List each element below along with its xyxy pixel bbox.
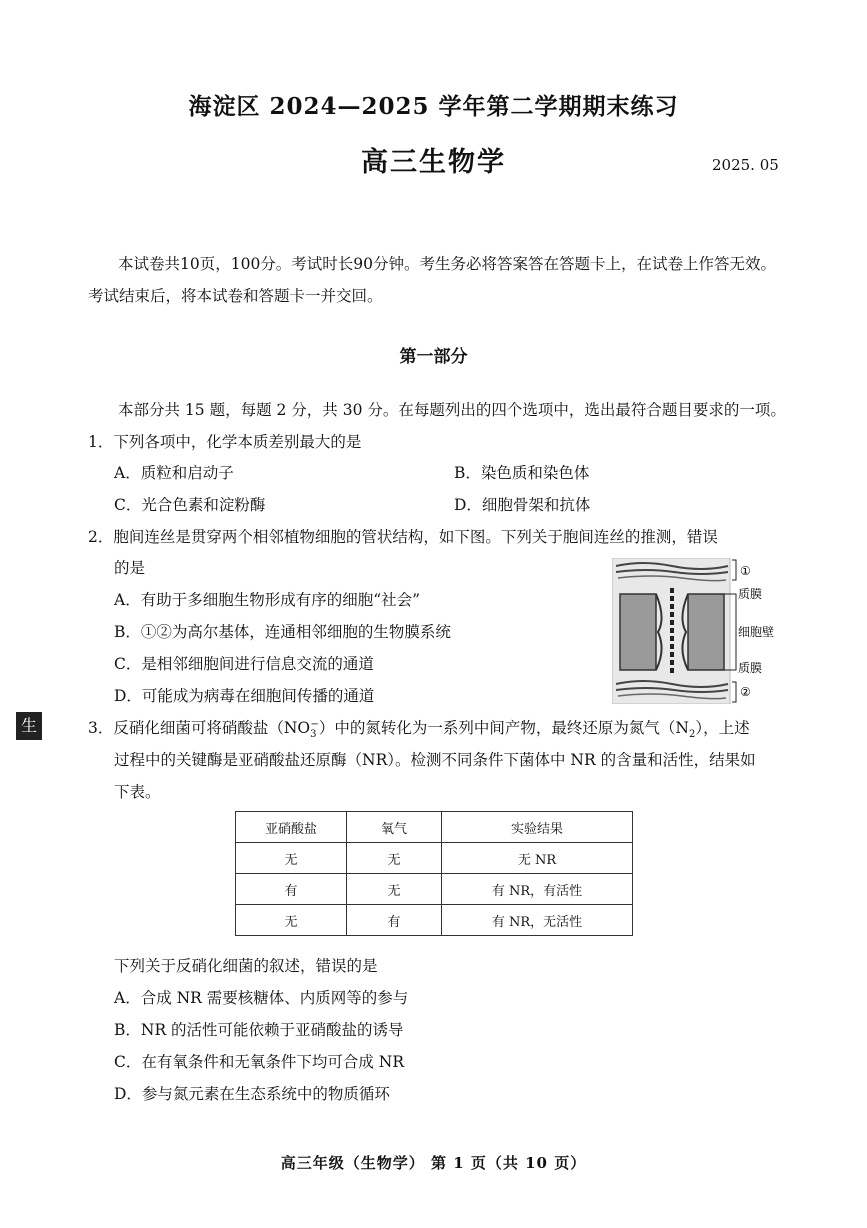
question-1-option-c: C．光合色素和淀粉酶: [114, 496, 266, 514]
question-3-option-d: D．参与氮元素在生态系统中的物质循环: [114, 1085, 390, 1103]
plasmodesma-diagram: [612, 558, 782, 704]
question-2-stem-line2: 的是: [114, 559, 146, 577]
table-cell: 有: [236, 874, 347, 905]
question-2-option-c: C．是相邻细胞间进行信息交流的通道: [114, 655, 374, 673]
question-2-stem-line1: 2．胞间连丝是贯穿两个相邻植物细胞的管状结构，如下图。下列关于胞间连丝的推测，错误: [88, 528, 718, 546]
section-instructions: 本部分共 15 题，每题 2 分，共 30 分。在每题列出的四个选项中，选出最符合题目要求的一项。: [118, 401, 786, 419]
table-cell: 有 NR，无活性: [442, 905, 633, 936]
table-cell: 无: [236, 905, 347, 936]
table-cell: 有: [347, 905, 442, 936]
question-2-option-d: D．可能成为病毒在细胞间传播的通道: [114, 687, 375, 705]
table-cell: 无: [347, 874, 442, 905]
side-subject-tab: 生: [16, 712, 42, 740]
question-2-option-a: A．有助于多细胞生物形成有序的细胞“社会”: [114, 591, 421, 609]
plasmodesma-figure: [612, 558, 782, 704]
table-row: [236, 874, 633, 905]
table-header-cell: 氧气: [347, 812, 442, 843]
table-header-row: [236, 812, 633, 843]
figure-label-membrane-bottom: 质膜: [738, 661, 763, 675]
subject-title: 高三生物学: [361, 147, 506, 178]
question-3-option-a: A．合成 NR 需要核糖体、内质网等的参与: [114, 989, 409, 1007]
q3-stem-part-b: ）中的氮转化为一系列中间产物，最终还原为氮气（N: [318, 719, 689, 737]
question-3-stem-line3: 下表。: [114, 783, 161, 801]
figure-label-cell-wall: 细胞壁: [738, 625, 775, 639]
table-cell: 无: [347, 843, 442, 874]
question-1-option-d: D．细胞骨架和抗体: [454, 496, 591, 514]
exam-date: 2025. 05: [712, 156, 779, 174]
q3-stem-part-a: 3．反硝化细菌可将硝酸盐（NO: [88, 719, 311, 737]
figure-label-1: ①: [740, 564, 751, 578]
q3-stem-sub: 3: [310, 729, 317, 741]
question-1-option-b: B．染色质和染色体: [454, 464, 590, 482]
table-cell: 无: [236, 843, 347, 874]
figure-label-membrane-top: 质膜: [738, 587, 763, 601]
question-3-option-b: B．NR 的活性可能依赖于亚硝酸盐的诱导: [114, 1021, 404, 1039]
exam-title: 海淀区 2024—2025 学年第二学期期末练习: [188, 93, 679, 120]
question-1-stem: 1．下列各项中，化学本质差别最大的是: [88, 433, 362, 451]
table-row: [236, 843, 633, 874]
q3-stem-sup: −: [310, 718, 319, 730]
question-3-option-c: C．在有氧条件和无氧条件下均可合成 NR: [114, 1053, 405, 1071]
question-2-option-b: B．①②为高尔基体，连通相邻细胞的生物膜系统: [114, 623, 451, 641]
exam-instructions: 本试卷共10页，100分。考试时长90分钟。考生务必将答案答在答题卡上，在试卷上作答无效。考试结束后，将本试卷和答题卡一并交回。: [88, 255, 777, 305]
table-header-cell: 亚硝酸盐: [236, 812, 347, 843]
page-footer: 高三年级（生物学） 第 1 页（共 10 页）: [280, 1154, 587, 1172]
question-3-question: 下列关于反硝化细菌的叙述，错误的是: [114, 957, 378, 975]
question-1-option-a: A．质粒和启动子: [114, 464, 234, 482]
question-3-stem-line2: 过程中的关键酶是亚硝酸盐还原酶（NR）。检测不同条件下菌体中 NR 的含量和活性，结果如: [114, 751, 756, 769]
figure-label-2: ②: [740, 685, 751, 699]
table-cell: 有 NR，有活性: [442, 874, 633, 905]
question-3-stem-line1: [88, 716, 750, 740]
q3-stem-part-c: ），上述: [695, 719, 750, 737]
section-title: 第一部分: [399, 347, 468, 367]
table-row: [236, 905, 633, 936]
q3-stem-sub2: 2: [688, 729, 696, 741]
table-cell: 无 NR: [442, 843, 633, 874]
table-header-cell: 实验结果: [442, 812, 633, 843]
results-table: [235, 811, 633, 936]
